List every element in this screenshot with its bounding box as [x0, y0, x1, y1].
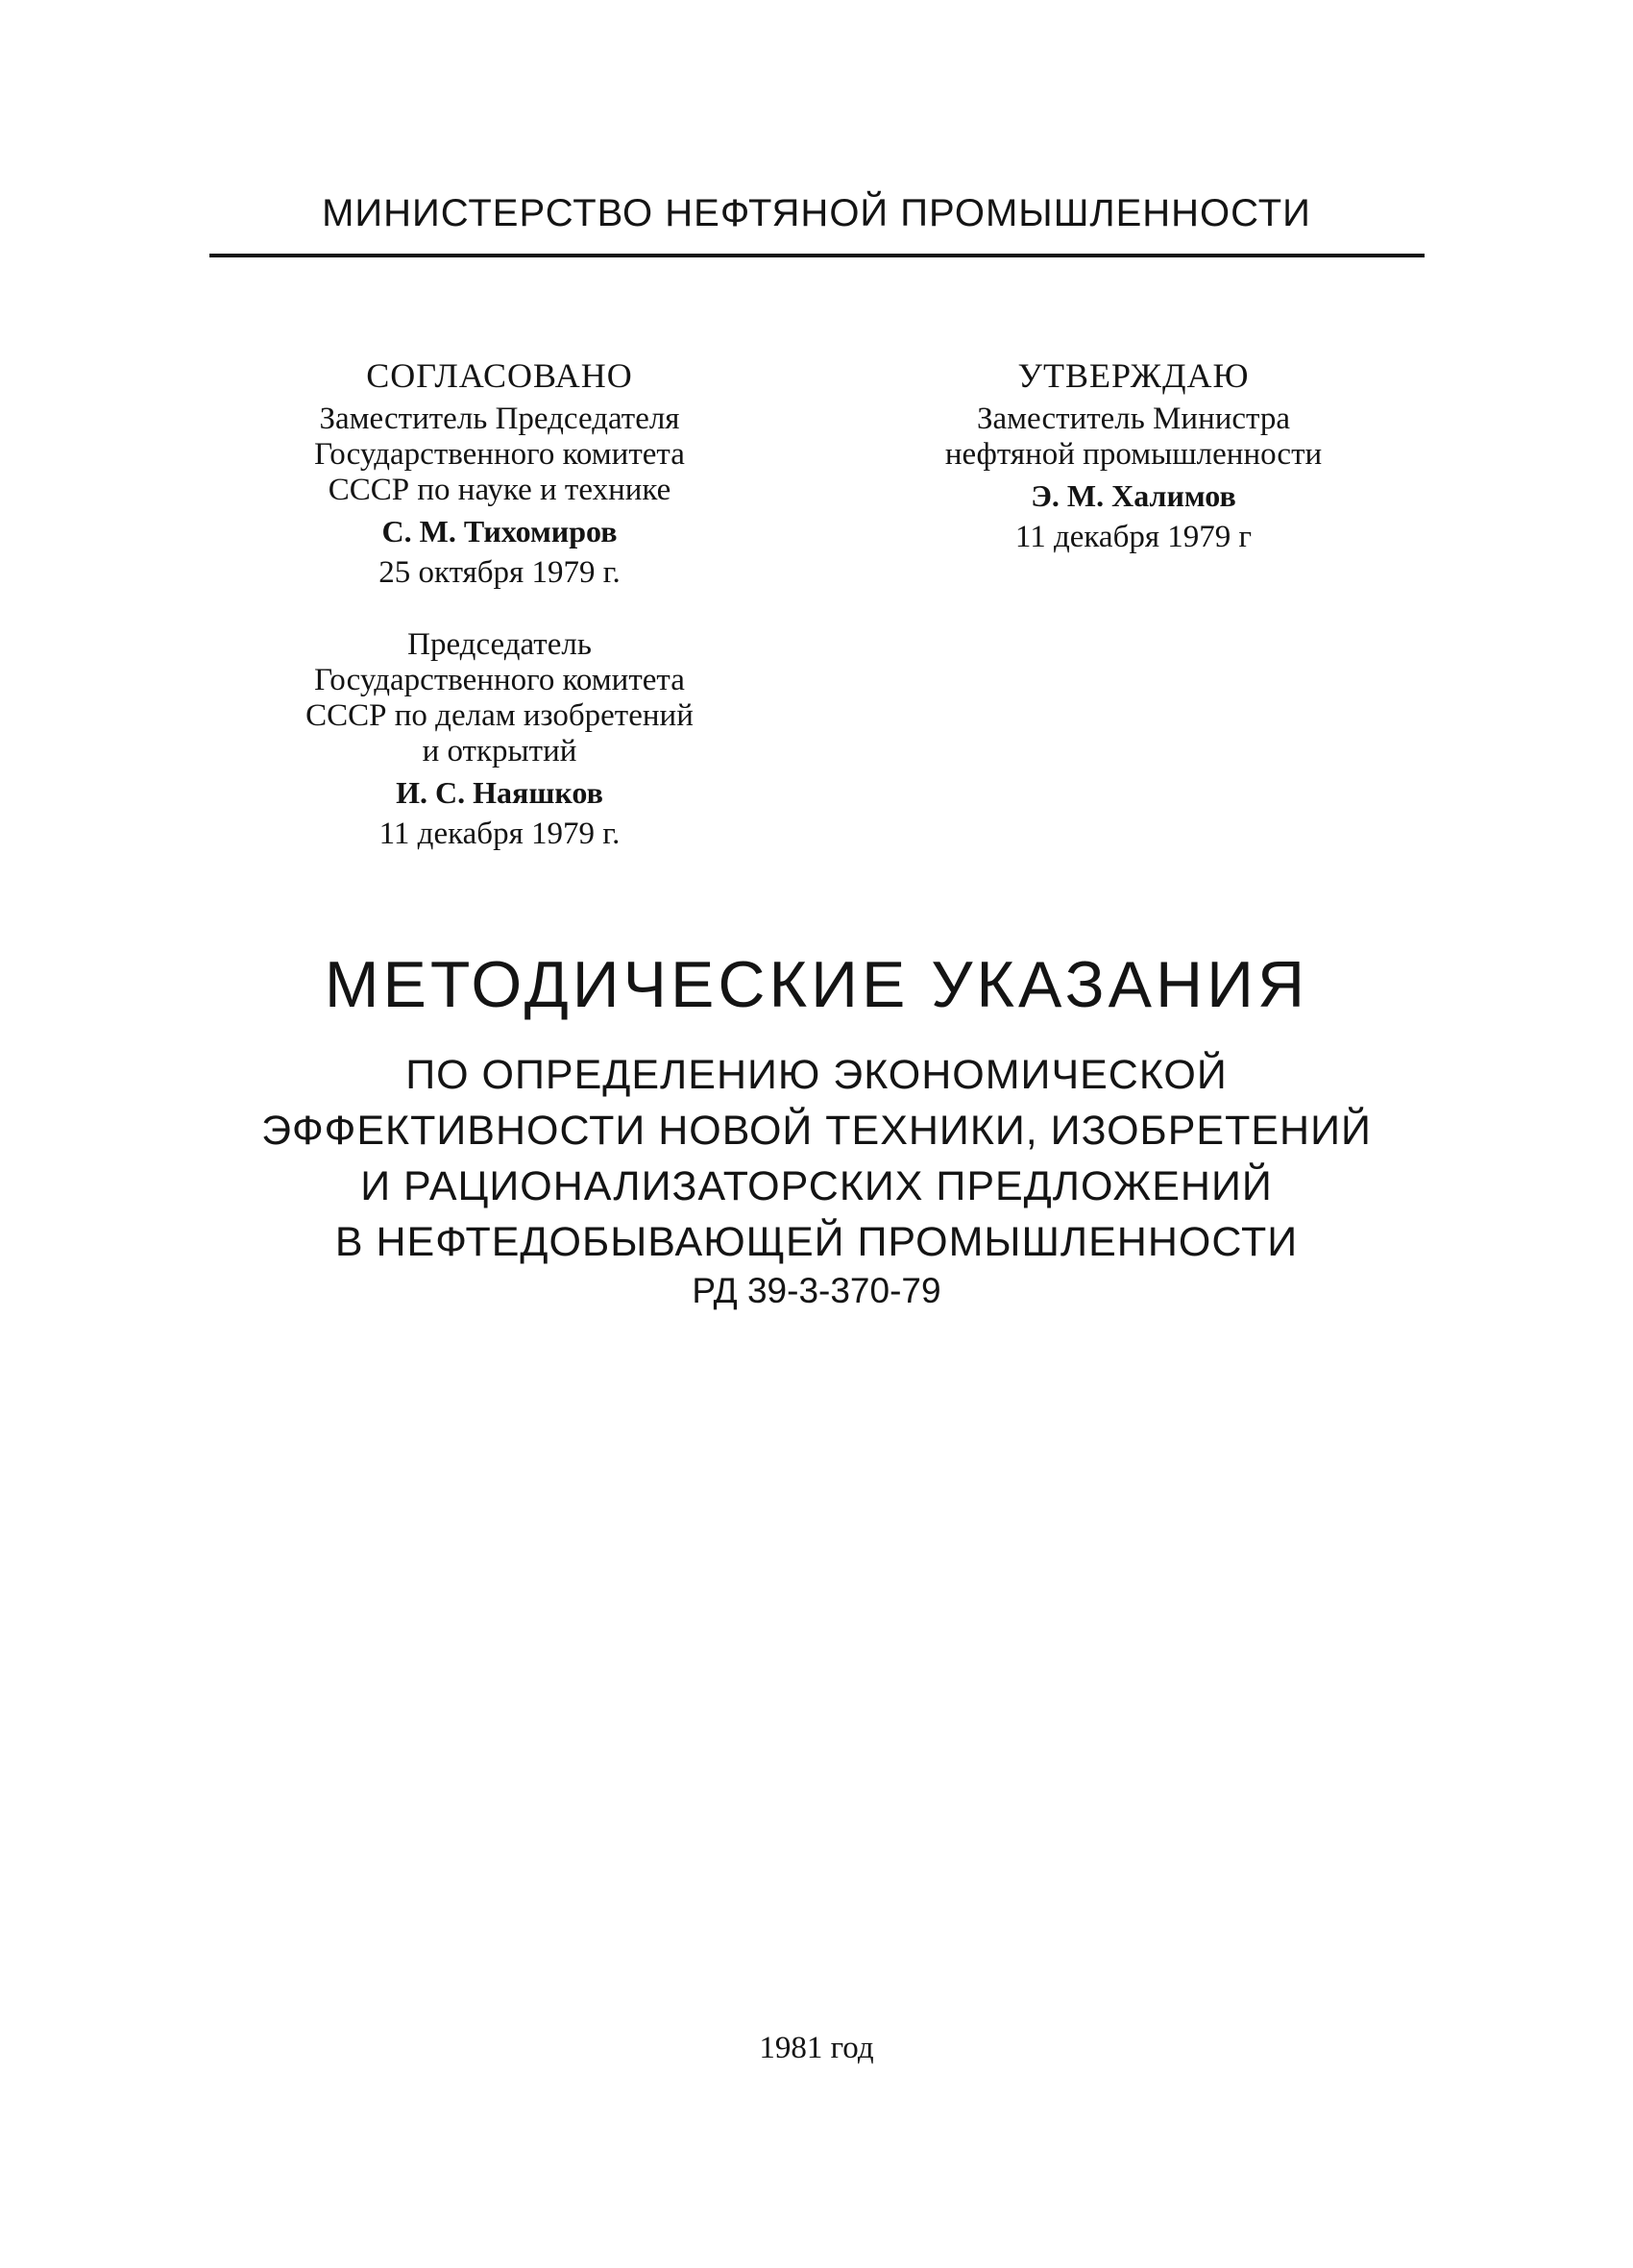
- document-subtitle: [0, 1047, 1633, 1270]
- ministry-header: МИНИСТЕРСТВО НЕФТЯНОЙ ПРОМЫШЛЕННОСТИ: [322, 192, 1311, 234]
- signatory-position-line: и открытий: [422, 734, 577, 768]
- signatory-position-line: нефтяной промышленности: [944, 437, 1323, 472]
- signatory-name: С. М. Тихомиров: [381, 514, 618, 549]
- subtitle-line: ПО ОПРЕДЕЛЕНИЮ ЭКОНОМИЧЕСКОЙ: [405, 1052, 1228, 1098]
- document-code: РД 39-3-370-79: [692, 1271, 941, 1310]
- agreed-signatory-2: [211, 627, 788, 854]
- subtitle-line: В НЕФТЕДОБЫВАЮЩЕЙ ПРОМЫШЛЕННОСТИ: [334, 1219, 1299, 1265]
- signatory-position-line: Заместитель Министра: [976, 402, 1291, 436]
- approved-column: [845, 354, 1422, 557]
- document-title: МЕТОДИЧЕСКИЕ УКАЗАНИЯ: [324, 948, 1309, 1021]
- signatory-name: И. С. Наяшков: [396, 775, 603, 810]
- signatory-position-line: Государственного комитета: [314, 663, 685, 697]
- agreed-heading: СОГЛАСОВАНО: [366, 356, 633, 395]
- subtitle-line: И РАЦИОНАЛИЗАТОРСКИХ ПРЕДЛОЖЕНИЙ: [360, 1163, 1273, 1209]
- signatory-position-line: Заместитель Председателя: [319, 402, 680, 436]
- signatory-date: 11 декабря 1979 г.: [378, 817, 621, 851]
- signatory-position-line: Председатель: [407, 627, 592, 662]
- agreed-signatory-1: [211, 402, 788, 593]
- subtitle-line: ЭФФЕКТИВНОСТИ НОВОЙ ТЕХНИКИ, ИЗОБРЕТЕНИЙ: [261, 1108, 1372, 1154]
- signatory-position-line: Государственного комитета: [314, 437, 685, 472]
- header-divider: [209, 254, 1425, 257]
- approved-heading: УТВЕРЖДАЮ: [1017, 356, 1250, 395]
- agreed-column: [211, 354, 788, 854]
- signatory-date: 11 декабря 1979 г: [1014, 520, 1253, 554]
- publication-year: 1981 год: [759, 2031, 874, 2065]
- signatory-date: 25 октября 1979 г.: [378, 555, 621, 590]
- signatory-name: Э. М. Халимов: [1031, 478, 1236, 513]
- signatory-position-line: СССР по делам изобретений: [305, 698, 694, 733]
- signatory-position-line: СССР по науке и технике: [328, 473, 671, 507]
